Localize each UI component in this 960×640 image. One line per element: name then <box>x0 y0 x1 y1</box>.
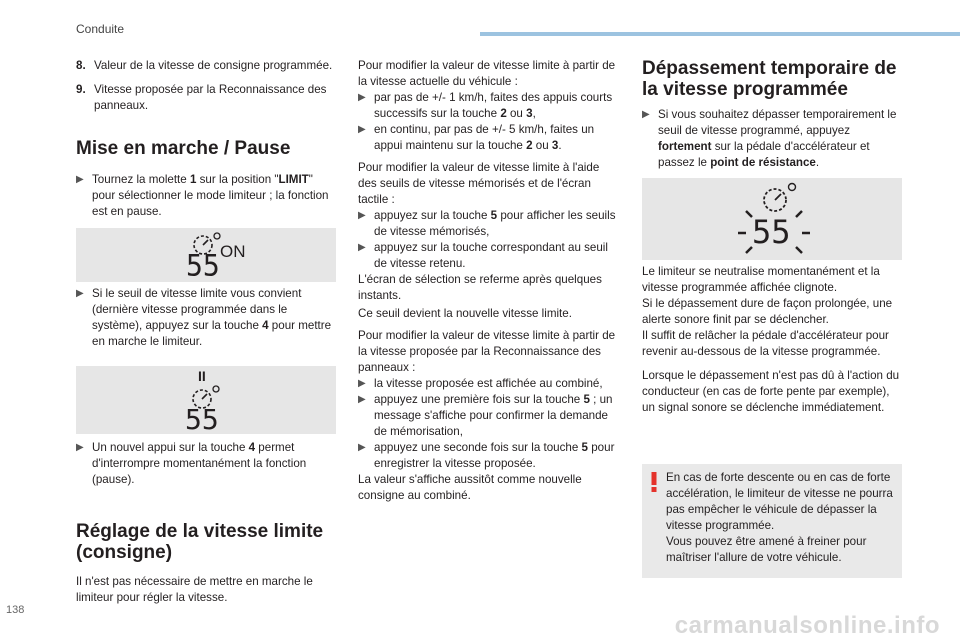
heading-reglage: Réglage de la vitesse limite (consigne) <box>76 521 324 563</box>
arrow-bullet-icon: ▶ <box>358 378 366 389</box>
arrow-bullet-icon: ▶ <box>358 124 366 135</box>
arrow-bullet-icon: ▶ <box>358 92 366 103</box>
arrow-bullet-icon: ▶ <box>358 442 366 453</box>
figure-limiter-pause <box>76 366 336 434</box>
column-left <box>76 58 334 122</box>
warning-box <box>642 464 902 578</box>
watermark: carmanualsonline.info <box>674 612 940 639</box>
bullet-item: ▶ appuyez une première fois sur la touche 5 ; un message s'affiche pour confirmer la demande de mémorisation, <box>358 393 613 438</box>
arrow-bullet-icon: ▶ <box>76 174 84 185</box>
warning-exclamation-icon <box>649 472 659 492</box>
paragraph: Pour modifier la valeur de vitesse limite à l'aide des seuils de vitesse mémorisés et de l'écran tactile : <box>358 161 600 206</box>
arrow-bullet-icon: ▶ <box>358 210 366 221</box>
paragraph: L'écran de sélection se referme après quelques instants. <box>358 273 602 302</box>
arrow-bullet-icon: ▶ <box>76 442 84 453</box>
paragraph: Si le dépassement dure de façon prolongée, une alerte sonore finit par se déclencher. <box>642 297 893 326</box>
paragraph-reglage: Il n'est pas nécessaire de mettre en marche le limiteur pour régler la vitesse. <box>76 575 313 604</box>
figure-limiter-flashing <box>642 178 902 260</box>
speed-value: 55 <box>752 213 791 251</box>
arrow-bullet-icon: ▶ <box>358 242 366 253</box>
bullet-item: ▶ en continu, par pas de +/- 5 km/h, faites un appui maintenu sur la touche 2 ou 3. <box>358 123 595 152</box>
paragraph: Il suffit de relâcher la pédale d'accélérateur pour revenir au-dessous de la vitesse programmée. <box>642 329 889 358</box>
bullet-item: ▶ la vitesse proposée est affichée au combiné, <box>358 377 603 390</box>
instruction-molette: ▶ Tournez la molette 1 sur la position "LIMIT" pour sélectionner le mode limiteur ; la fonction est en pause. <box>76 173 329 218</box>
bullet-item: ▶ appuyez sur la touche correspondant au seuil de vitesse retenu. <box>358 241 608 270</box>
paragraph: Le limiteur se neutralise momentanément et la vitesse programmée affichée clignote. <box>642 265 880 294</box>
heading-depassement: Dépassement temporaire de la vitesse programmée <box>642 58 897 100</box>
item-text: Valeur de la vitesse de consigne programmée. <box>94 59 333 72</box>
paragraph: Lorsque le dépassement n'est pas dû à l'action du conducteur (en cas de forte pente par exemple), un signal sonore se déclenche immédiatement. <box>642 369 900 414</box>
bullet-item: ▶ appuyez sur la touche 5 pour afficher les seuils de vitesse mémorisés, <box>358 209 616 238</box>
item-text: Vitesse proposée par la Reconnaissance des panneaux. <box>94 83 327 112</box>
instruction-depassement: ▶ Si vous souhaitez dépasser temporairement le seuil de vitesse programmé, appuyez fortement sur la pédale d'accélérateur et passez le point de résistance. <box>642 108 897 169</box>
speed-value: 55 <box>185 403 219 436</box>
column-right-text <box>642 264 904 416</box>
arrow-bullet-icon: ▶ <box>642 109 650 120</box>
heading-mise-en-marche: Mise en marche / Pause <box>76 138 291 159</box>
bullet-item: ▶ par pas de +/- 1 km/h, faites des appuis courts successifs sur la touche 2 ou 3, <box>358 91 613 120</box>
header-bar <box>480 32 960 36</box>
section-label: Conduite <box>76 22 125 36</box>
list-item <box>76 58 334 74</box>
column-middle <box>358 58 620 504</box>
paragraph: Pour modifier la valeur de vitesse limite à partir de la vitesse actuelle du véhicule : <box>358 59 616 88</box>
item-number: 8. <box>76 59 86 72</box>
bullet-item: ▶ appuyez une seconde fois sur la touche 5 pour enregistrer la vitesse proposée. <box>358 441 615 470</box>
warning-text: En cas de forte descente ou en cas de forte accélération, le limiteur de vitesse ne pourra pas empêcher le véhicule de dépasser la vitesse programmée. <box>666 471 893 532</box>
page-number: 138 <box>6 604 25 616</box>
arrow-bullet-icon: ▶ <box>76 288 84 299</box>
list-item <box>76 82 334 114</box>
paragraph: Ce seuil devient la nouvelle vitesse limite. <box>358 307 572 320</box>
speed-value: 55 <box>186 248 220 283</box>
status-on: ON <box>220 242 246 261</box>
item-number: 9. <box>76 83 86 96</box>
paragraph: Pour modifier la valeur de vitesse limite à partir de la vitesse proposée par la Reconnaissance des panneaux : <box>358 329 616 374</box>
pause-indicator: II <box>198 368 206 384</box>
paragraph: La valeur s'affiche aussitôt comme nouvelle consigne au combiné. <box>358 473 582 502</box>
instruction-pause: ▶ Un nouvel appui sur la touche 4 permet d'interrompre momentanément la fonction (pause). <box>76 441 307 486</box>
arrow-bullet-icon: ▶ <box>358 394 366 405</box>
figure-limiter-on <box>76 228 336 282</box>
warning-text: Vous pouvez être amené à freiner pour maîtriser l'allure de votre véhicule. <box>666 535 867 564</box>
instruction-seuil: ▶ Si le seuil de vitesse limite vous convient (dernière vitesse programmée dans le système), appuyez sur la touche 4 pour mettre en marche le limiteur. <box>76 287 332 348</box>
